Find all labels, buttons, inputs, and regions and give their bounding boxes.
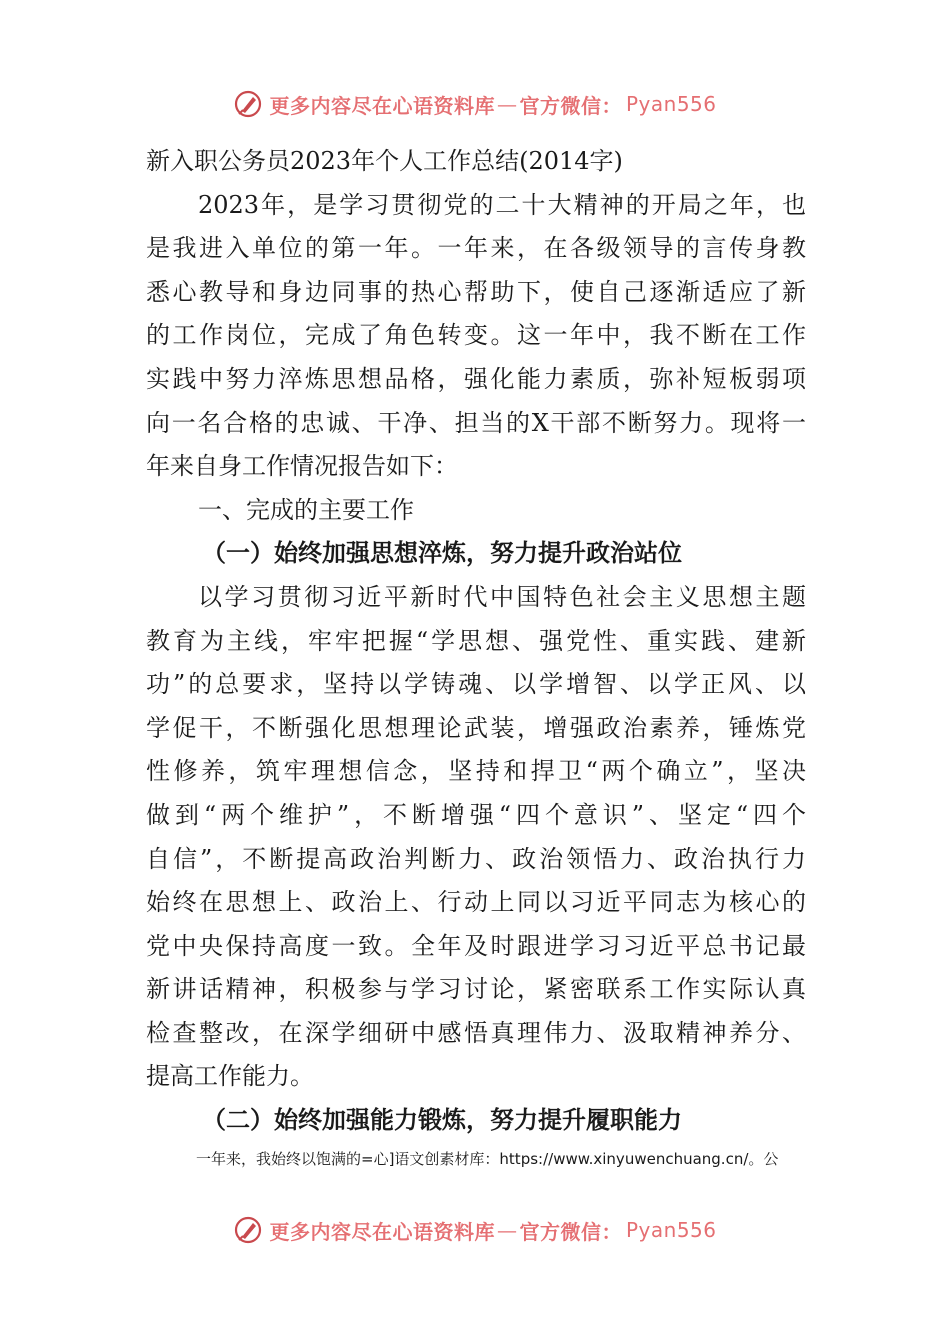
paragraph-line: 性修养，筑牢理想信念，坚持和捍卫“两个确立”，坚决 xyxy=(146,757,806,786)
banner-account-id: Pyan556 xyxy=(625,1218,717,1242)
paragraph-line: 以学习贯彻习近平新时代中国特色社会主义思想主题 xyxy=(198,582,806,611)
subsection-heading: （一）始终加强思想淬炼，努力提升政治站位 xyxy=(202,539,682,568)
paragraph-line: 新讲话精神，积极参与学习讨论，紧密联系工作实际认真 xyxy=(146,975,806,1004)
pen-nib-logo-icon xyxy=(233,89,263,119)
paragraph-line: 是我进入单位的第一年。一年来，在各级领导的言传身教 xyxy=(146,234,806,263)
paragraph-line: 做到“两个维护”，不断增强“四个意识”、坚定“四个 xyxy=(146,800,806,829)
banner-text: 更多内容尽在心语资料库 xyxy=(269,1219,495,1244)
paragraph-line: 悉心教导和身边同事的热心帮助下，使自己逐渐适应了新 xyxy=(146,277,806,306)
paragraph-line: 的工作岗位，完成了角色转变。这一年中，我不断在工作 xyxy=(146,321,806,350)
pen-nib-logo-icon xyxy=(233,1215,263,1245)
section-heading: 一、完成的主要工作 xyxy=(198,495,414,524)
paragraph-line: 提高工作能力。 xyxy=(146,1062,314,1091)
paragraph-line: 2023年，是学习贯彻党的二十大精神的开局之年，也 xyxy=(198,190,806,219)
banner-account-label: 官方微信： xyxy=(519,1219,622,1244)
document-body xyxy=(146,140,806,1143)
source-footer-line: 一年来，我始终以饱满的=心]语文创素材库：https://www.xinyuwenchuang.cn/。公 xyxy=(196,1150,779,1168)
banner-account-label: 官方微信： xyxy=(519,93,622,118)
paragraph-line: 检查整改，在深学细研中感悟真理伟力、汲取精神养分、 xyxy=(146,1018,806,1047)
paragraph-line: 向一名合格的忠诚、干净、担当的X干部不断努力。现将一 xyxy=(146,408,806,437)
banner-text: 更多内容尽在心语资料库 xyxy=(269,93,495,118)
paragraph-line: 实践中努力淬炼思想品格，强化能力素质，弥补短板弱项 xyxy=(146,364,806,393)
banner-account-id: Pyan556 xyxy=(625,92,717,116)
paragraph-line: 学促干，不断强化思想理论武装，增强政治素养，锤炼党 xyxy=(146,713,806,742)
paragraph-line: 教育为主线，牢牢把握“学思想、强党性、重实践、建新 xyxy=(146,626,806,655)
banner-dash: — xyxy=(496,1218,518,1242)
bottom-watermark-banner xyxy=(0,1210,950,1250)
paragraph-line: 自信”，不断提高政治判断力、政治领悟力、政治执行力 xyxy=(146,844,806,873)
paragraph-line: 党中央保持高度一致。全年及时跟进学习习近平总书记最 xyxy=(146,931,806,960)
document-title: 新入职公务员2023年个人工作总结(2014字) xyxy=(146,147,623,175)
top-watermark-banner xyxy=(0,84,950,124)
subsection-heading: （二）始终加强能力锻炼，努力提升履职能力 xyxy=(202,1106,682,1135)
banner-dash: — xyxy=(496,92,518,116)
paragraph-line: 年来自身工作情况报告如下： xyxy=(146,452,458,481)
paragraph-line: 功”的总要求，坚持以学铸魂、以学增智、以学正风、以 xyxy=(146,670,806,699)
paragraph-line: 始终在思想上、政治上、行动上同以习近平同志为核心的 xyxy=(146,888,806,917)
